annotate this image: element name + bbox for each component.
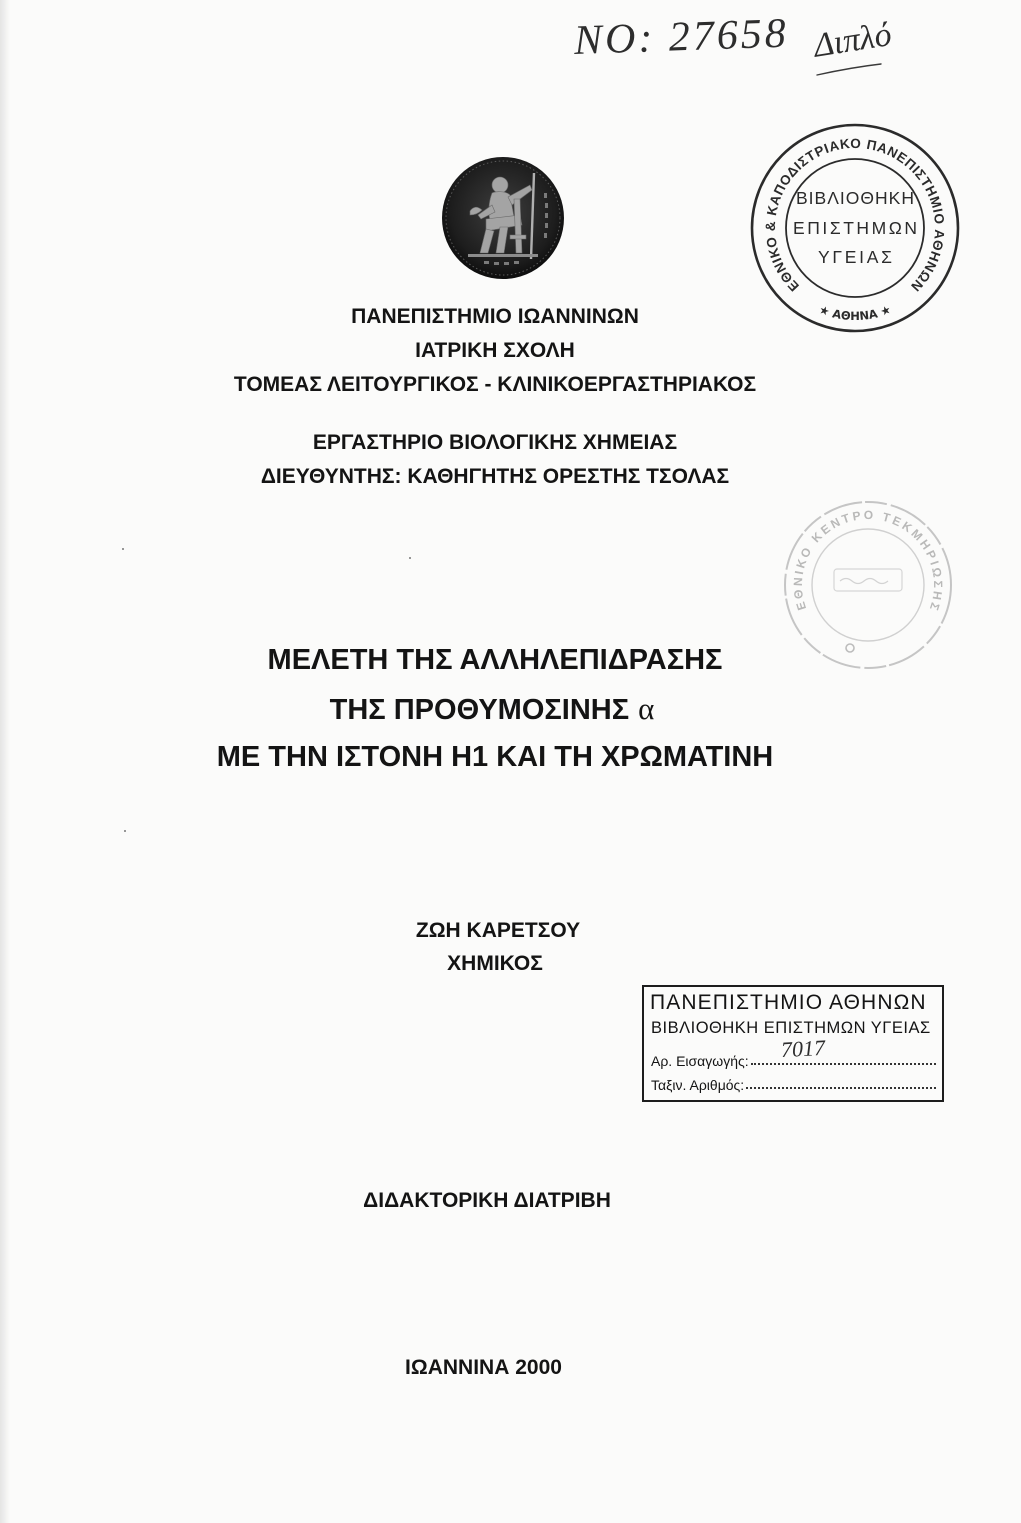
classification-row [651,1075,936,1093]
handwritten-catalog-number: NO: 27658 [573,10,790,64]
seal-center-line-3: ΥΓΕΙΑΣ [818,247,892,267]
seal-bottom-text: ★ ΑΘΗΝΑ ★ [817,302,893,323]
scan-speck [124,830,126,832]
coin-emblem [440,155,566,281]
thesis-title-line-1: ΜΕΛΕΤΗ ΤΗΣ ΑΛΛΗΛΕΠΙΔΡΑΣΗΣ [267,644,723,676]
accession-label: Αρ. Εισαγωγής: [651,1053,749,1069]
accession-handwritten-value: 7017 [780,1034,826,1063]
thesis-title-alpha-symbol: α [638,691,655,726]
thesis-title-line-2 [0,691,984,726]
department-name: ΤΟΜΕΑΣ ΛΕΙΤΟΥΡΓΙΚΟΣ - ΚΛΙΝΙΚΟΕΡΓΑΣΤΗΡΙΑΚΟΣ [233,373,757,396]
director-line: ΔΙΕΥΘΥΝΤΗΣ: ΚΑΘΗΓΗΤΗΣ ΟΡΕΣΤΗΣ ΤΣΟΛΑΣ [260,465,730,488]
faint-seal-ring-text: ΕΘΝΙΚΟ ΚΕΝΤΡΟ ΤΕΚΜΗΡΙΩΣΗΣ [790,508,946,612]
thesis-title-line-2-text: ΤΗΣ ΠΡΟΘΥΜΟΣΙΝΗΣ [329,694,630,726]
handwritten-copy-note: Διπλό [811,16,895,65]
classification-label: Ταξιν. Αριθμός: [651,1077,745,1093]
handwritten-underline [815,62,885,78]
author-profession: ΧΗΜΙΚΟΣ [447,952,543,975]
library-record-box [642,985,944,1102]
scan-speck [409,557,411,559]
faint-seal-center-mark [840,579,888,584]
faint-seal-outer-ring [785,502,951,668]
school-name: ΙΑΤΡΙΚΗ ΣΧΟΛΗ [415,339,575,362]
document-type: ΔΙΔΑΚΤΟΡΙΚΗ ΔΙΑΤΡΙΒΗ [363,1189,611,1212]
library-seal-stamp [745,118,965,338]
laboratory-name: ΕΡΓΑΣΤΗΡΙΟ ΒΙΟΛΟΓΙΚΗΣ ΧΗΜΕΙΑΣ [312,431,678,454]
coin-exergue [468,254,538,257]
faint-seal-inner-ring [812,529,924,641]
place-and-year: ΙΩΑΝΝΙΝΑ 2000 [405,1356,562,1379]
seal-ring-text: ΕΘΝΙΚΟ & ΚΑΠΟΔΙΣΤΡΙΑΚΟ ΠΑΝΕΠΙΣΤΗΜΙΟ ΑΘΗΝΩΝ [762,135,948,295]
author-name: ΖΩΗ ΚΑΡΕΤΣΟΥ [415,919,581,942]
seal-center-line-1: ΒΙΒΛΙΟΘΗΚΗ [796,188,914,208]
faint-seal-center-box [834,569,902,591]
thesis-title-line-3: ΜΕ ΤΗΝ ΙΣΤΟΝΗ Η1 ΚΑΙ ΤΗ ΧΡΩΜΑΤΙΝΗ [216,741,774,773]
svg-text:ΕΘΝΙΚΟ ΚΕΝΤΡΟ ΤΕΚΜΗΡΙΩΣΗΣ [791,508,945,612]
scan-speck [122,548,124,550]
library-record-library: ΒΙΒΛΙΟΘΗΚΗ ΕΠΙΣΤΗΜΩΝ ΥΓΕΙΑΣ [651,1019,931,1037]
seal-center-line-2: ΕΠΙΣΤΗΜΩΝ [793,218,917,238]
seal-outer-ring [752,125,958,331]
accession-dotted-leader [751,1063,936,1065]
library-record-institution: ΠΑΝΕΠΙΣΤΗΜΙΟ ΑΘΗΝΩΝ [650,991,927,1014]
classification-dotted-leader [746,1087,936,1089]
university-name: ΠΑΝΕΠΙΣΤΗΜΙΟ ΙΩΑΝΝΙΝΩΝ [351,305,639,328]
